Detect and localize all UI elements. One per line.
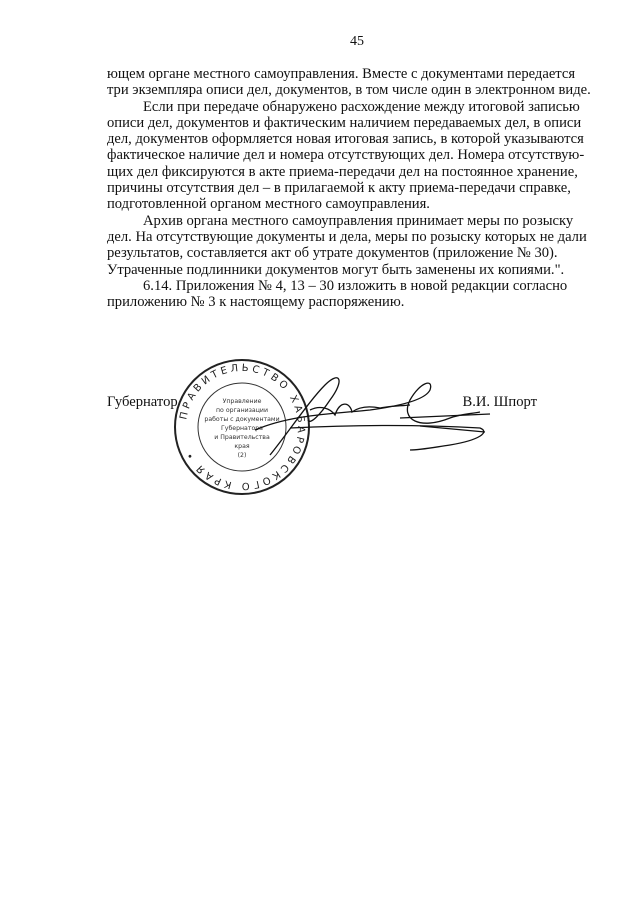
text-line: результатов, составляется акт об утрате документов (приложение № 30). <box>107 245 558 262</box>
text-line: дел. На отсутствующие документы и дела, меры по розыску которых не дали <box>107 228 587 245</box>
text-line: причины отсутствия дел – в прилагаемой к акту приема-передачи справке, <box>107 180 571 197</box>
text-line: подготовленной органом местного самоуправления. <box>107 196 430 213</box>
page-number: 45 <box>350 34 364 49</box>
text-line: Архив органа местного самоуправления принимает меры по розыску <box>143 212 574 229</box>
svg-text:и Правительства: и Правительства <box>214 434 270 441</box>
body-text <box>107 66 591 311</box>
text-line: приложению № 3 к настоящему распоряжению. <box>107 294 405 311</box>
text-line: 6.14. Приложения № 4, 13 – 30 изложить в новой редакции согласно <box>143 277 568 294</box>
svg-text:работы с документами: работы с документами <box>204 416 280 423</box>
svg-text:по организации: по организации <box>216 407 268 414</box>
svg-text:края: края <box>234 443 250 450</box>
text-line: Утраченные подлинники документов могут быть заменены их копиями.". <box>107 261 565 278</box>
text-line: описи дел, документов и фактическим наличием передаваемых дел, в описи <box>107 114 582 131</box>
text-line: щих дел фиксируются в акте приема-передачи дел на постоянное хранение, <box>107 163 578 180</box>
svg-text:ПРАВИТЕЛЬСТВО ХАБАРОВСКОГО КРА: ПРАВИТЕЛЬСТВО ХАБАРОВСКОГО КРАЯ • <box>178 362 307 492</box>
svg-text:Управление: Управление <box>222 398 262 405</box>
svg-text:(2): (2) <box>237 452 247 459</box>
signatory-position: Губернатор <box>107 394 178 410</box>
text-line: ющем органе местного самоуправления. Вместе с документами передается <box>107 66 576 82</box>
signatory-name: В.И. Шпорт <box>462 394 537 410</box>
text-line: три экземпляра описи дел, документов, в том числе один в электронном виде. <box>107 82 591 99</box>
text-line: фактическое наличие дел и номера отсутствующих дел. Номера отсутствую- <box>107 147 585 164</box>
handwritten-signature <box>250 370 500 460</box>
svg-text:Губернатора: Губернатора <box>221 425 263 432</box>
text-line: дел, документов оформляется новая итоговая запись, в которой указываются <box>107 131 584 148</box>
text-line: Если при передаче обнаружено расхождение между итоговой записью <box>143 98 580 115</box>
